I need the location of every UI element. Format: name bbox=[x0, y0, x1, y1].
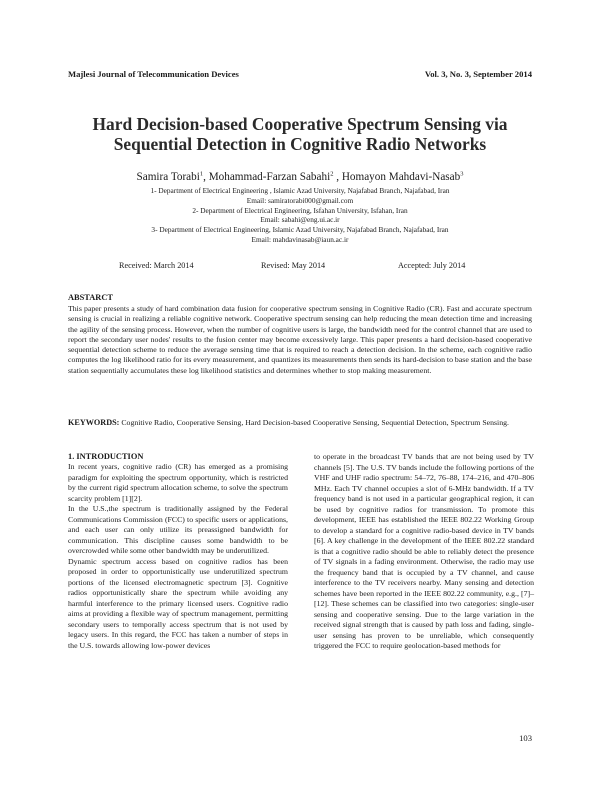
author-2: , Mohammad-Farzan Sabahi bbox=[203, 171, 331, 183]
intro-paragraph: In recent years, cognitive radio (CR) has emerged as a promising paradigm for exploiting the spectrum opportunity, which is restricted by the current rigid spectrum allocation scheme, to solve the spectrum scarcity problem [1][2]. bbox=[68, 462, 288, 503]
affiliation-1: 1- Department of Electrical Engineering , Islamic Azad University, Najafabad Branch, Najafabad, Iran bbox=[150, 186, 450, 195]
right-column bbox=[314, 452, 534, 652]
title-line-1: Hard Decision-based Cooperative Spectrum Sensing via bbox=[92, 114, 508, 134]
keywords-label: KEYWORDS: bbox=[68, 418, 120, 427]
author-list bbox=[60, 170, 540, 184]
affiliations bbox=[60, 186, 540, 245]
revised-date: Revised: May 2014 bbox=[261, 261, 326, 270]
introduction-heading: 1. INTRODUCTION bbox=[68, 452, 144, 461]
affiliation-2: 2- Department of Electrical Engineering, Isfahan University, Isfahan, Iran bbox=[192, 205, 408, 215]
author-1: Samira Torabi bbox=[136, 171, 200, 183]
abstract-heading: ABSTARCT bbox=[68, 293, 113, 302]
keywords bbox=[68, 418, 532, 428]
paper-title bbox=[60, 114, 540, 154]
journal-name: Majlesi Journal of Telecommunication Devices bbox=[68, 69, 239, 79]
title-line-2: Sequential Detection in Cognitive Radio Networks bbox=[113, 134, 487, 154]
author-1-affil: 1 bbox=[199, 170, 204, 178]
accepted-date: Accepted: July 2014 bbox=[398, 261, 466, 270]
email-3: Email: mahdavinasab@iaun.ac.ir bbox=[251, 234, 349, 244]
keywords-text: Cognitive Radio, Cooperative Sensing, Hard Decision-based Cooperative Sensing, Sequential Detection, Spectrum Sensing. bbox=[119, 418, 509, 427]
issue-info: Vol. 3, No. 3, September 2014 bbox=[424, 69, 532, 79]
email-2: Email: sabahi@eng.ui.ac.ir bbox=[260, 215, 340, 225]
intro-paragraph: to operate in the broadcast TV bands that are not being used by TV channels [5]. The U.S. TV bands include the following portions of the VHF and UHF radio spectrum: 54–72, 76–88, 174–216, and 470–806 MHz. Each TV channel occupies a slot of 6-MHz bandwidth. If a TV frequency band is not used in a particular geographical region, it can be used by cognitive radios for transmission. To promote this development, IEEE has established the IEEE 802.22 Working Group to develop a standard for a cognitive radio-based device in TV bands [6]. A key challenge in the development of the IEEE 802.22 standard is that a cognitive radio should be able to reliably detect the presence of TV signals in a fading environment. Otherwise, the radio may use the frequency band that is occupied by a TV channel, and cause interference to the TV receivers nearby. Many sensing and detection schemes have been reported in the IEEE 802.22 community, e.g., [7]–[12]. These schemes can be classified into two categories: single-user sensing and cooperative sensing. Due to the large variation in the received signal strength that is caused by path loss and fading, single-user sensing has proven to be unreliable, which consequently triggered the FCC to require geolocation-based methods for bbox=[314, 452, 534, 650]
affiliation-3: 3- Department of Electrical Engineering, Islamic Azad University, Najafabad Branch, Najafabad, Iran bbox=[151, 225, 449, 235]
author-3: , Homayon Mahdavi-Nasab bbox=[333, 171, 461, 183]
author-3-affil: 3 bbox=[460, 170, 464, 178]
received-date: Received: March 2014 bbox=[119, 261, 194, 270]
intro-paragraph: In the U.S.,the spectrum is traditionally assigned by the Federal Communications Commission (FCC) to specific users or applications, and each user can only utilize its preassigned bandwidth for communication. This discipline causes some bandwidth to be overcrowded while some other bandwidth may be underutilized. bbox=[68, 504, 288, 555]
page-number: 103 bbox=[519, 733, 532, 743]
email-1: Email: samiratorabi000@gmail.com bbox=[246, 195, 354, 205]
abstract-text: This paper presents a study of hard combination data fusion for cooperative spectrum sensing in Cognitive Radio (CR). Fast and accurate spectrum sensing is crucial in realizing a reliable cognitive network. Cooperative spectrum sensing can help reducing the mean detection time and increasing the agility of the sensing process. However, when the number of cognitive users is large, the bandwidth need for the control channel that are used to report the secondary user nodes' results to the fusion center may become excessively large. This paper presents a hard decision-based cooperative sequential detection scheme to reduce the average sensing time that is required to reach a detection decision. In the scheme, each cognitive radio computes the log likelihood ratio for its every measurement, and quantizes its measurements then sends its hard-decision to base station and the base station sequentially accumulates these log likelihood statistics and determines whether to stop making measurement. bbox=[68, 304, 533, 375]
left-column bbox=[68, 462, 288, 651]
author-2-affil: 2 bbox=[330, 170, 334, 178]
intro-paragraph: Dynamic spectrum access based on cognitive radios has been proposed in order to opportunistically use underutilized spectrum portions of the licensed electromagnetic spectrum [3]. Cognitive radios opportunistically share the spectrum while avoiding any harmful interference to the primary licensed users. Cognitive radio aims at providing a flexible way of spectrum management, permitting secondary users to temporally access spectrum that is not used by legacy users. In this regard, the FCC has taken a number of steps in the U.S. towards allowing low-power devices bbox=[68, 556, 288, 650]
